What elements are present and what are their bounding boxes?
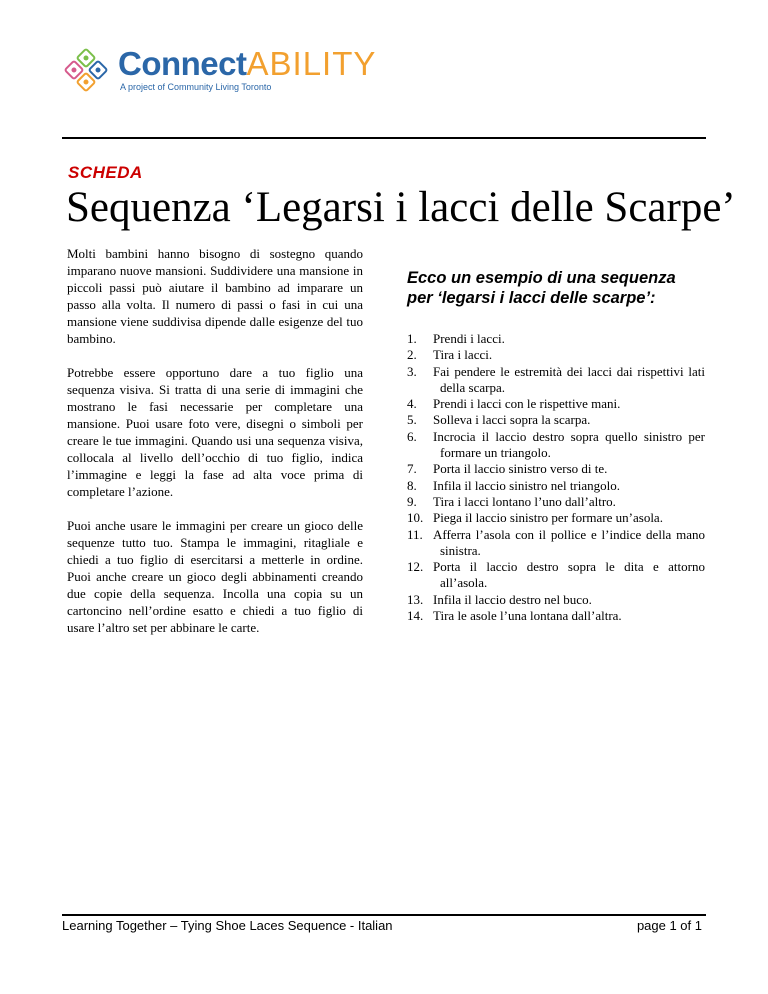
page-number: page 1 of 1 — [636, 918, 702, 933]
footer-divider — [62, 914, 706, 916]
logo-wordmark — [118, 46, 376, 82]
step-number: 7. — [407, 461, 417, 477]
step-text: Prendi i lacci. — [433, 331, 505, 346]
steps-list — [407, 331, 705, 624]
step-number: 6. — [407, 428, 417, 444]
step-text: Infila il laccio destro nel buco. — [433, 591, 592, 607]
step-item — [407, 412, 705, 428]
step-number: 2. — [407, 347, 417, 363]
logo-diamond-icon — [62, 48, 110, 92]
step-text: Porta il laccio sinistro verso di te. — [433, 461, 608, 477]
step-number: 12. — [407, 559, 424, 575]
page-title: Sequenza ‘Legarsi i lacci delle Scarpe’ — [66, 184, 736, 231]
step-number: 4. — [407, 396, 417, 412]
step-item — [407, 592, 705, 608]
step-item — [407, 461, 705, 477]
footer-document-title: Learning Together – Tying Shoe Laces Sequence - Italian — [62, 918, 393, 933]
step-text: Tira i lacci lontano l’uno dall’altro. — [433, 493, 616, 509]
step-number: 5. — [407, 412, 417, 428]
step-number: 1. — [407, 331, 417, 346]
logo-connect-text: Connect — [118, 45, 247, 82]
step-text: Incrocia il laccio destro sopra quello sinistro per formare un triangolo. — [433, 428, 705, 461]
step-number: 3. — [407, 363, 417, 379]
step-item — [407, 510, 705, 526]
step-text: Prendi i lacci con le rispettive mani. — [433, 396, 621, 412]
logo-tagline: A project of Community Living Toronto — [120, 82, 272, 92]
step-item — [407, 527, 705, 560]
step-number: 9. — [407, 493, 417, 509]
connectability-logo — [62, 44, 377, 100]
step-text: Afferra l’asola con il pollice e l’indice della mano sinistra. — [433, 526, 705, 558]
sequence-heading: Ecco un esempio di una sequenza per ‘legarsi i lacci delle scarpe’: — [407, 269, 676, 307]
step-text: Solleva i lacci sopra la scarpa. — [433, 412, 591, 428]
step-item — [407, 364, 705, 397]
step-number: 8. — [407, 477, 417, 493]
step-item — [407, 396, 705, 412]
step-item — [407, 429, 705, 462]
step-item — [407, 478, 705, 494]
step-number: 14. — [407, 608, 424, 624]
intro-paragraph: Puoi anche usare le immagini per creare un gioco delle sequenze tutto tuo. Stampa le immagini, ritagliale e chiedi a tuo figlio di esercitarsi a metterle in ordine. Puoi anche creare un gioco degli abbinamenti creando due copie della sequenza. Incolla una copia su un cartoncino nell’ordine esatto e chiedi a tuo figlio di usare l’altro set per abbinare le carte. — [67, 518, 363, 635]
step-item — [407, 331, 705, 347]
step-text: Tira le asole l’una lontana dall’altra. — [433, 608, 622, 624]
sequence-column — [407, 268, 705, 624]
logo-ability-text: ABILITY — [246, 45, 377, 82]
intro-column — [67, 245, 363, 653]
document-label: SCHEDA — [68, 163, 143, 182]
step-number: 10. — [407, 510, 424, 526]
step-item — [407, 494, 705, 510]
step-item — [407, 347, 705, 363]
step-text: Porta il laccio destro sopra le dita e attorno all’asola. — [433, 559, 705, 591]
step-number: 13. — [407, 591, 424, 607]
step-item — [407, 559, 705, 592]
step-text: Infila il laccio sinistro nel triangolo. — [433, 477, 621, 493]
intro-paragraph: Molti bambini hanno bisogno di sostegno quando imparano nuove mansioni. Suddividere una mansione in piccoli passi può aiutare il bambino ad imparare un passo alla volta. Il numero di passi o fasi in cui una mansione viene suddivisa dipende dalle esigenze del tuo bambino. — [67, 246, 363, 346]
step-text: Fai pendere le estremità dei lacci dai rispettivi lati della scarpa. — [433, 363, 705, 395]
step-text: Piega il laccio sinistro per formare un’asola. — [433, 510, 663, 526]
intro-paragraph: Potrebbe essere opportuno dare a tuo figlio una sequenza visiva. Si tratta di una serie di immagini che mostrano le fasi necessarie per completare una mansione. Puoi usare foto vere, disegni o simboli per creare le tue immagini. Quando usi una sequenza visiva, collocala al livello dell’occhio di tuo figlio, indica l’immagine e leggi la fase ad alta voce prima di completare l’azione. — [67, 365, 363, 499]
step-item — [407, 608, 705, 624]
step-number: 11. — [407, 526, 423, 542]
step-text: Tira i lacci. — [433, 347, 493, 363]
header-divider — [62, 137, 706, 139]
